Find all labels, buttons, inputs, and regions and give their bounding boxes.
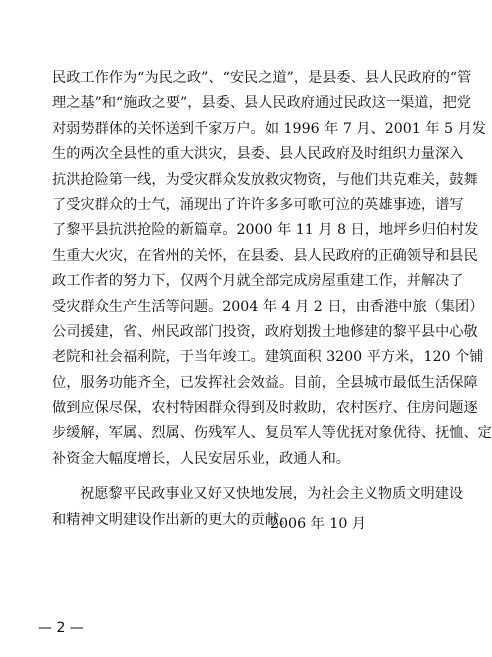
text-line: 做到应保尽保，农村特困群众得到及时救助，农村医疗、住房问题逐 (52, 400, 478, 417)
text-line: 理之基”和“施政之要”，县委、县人民政府通过民政这一渠道，把党 (52, 95, 472, 112)
text-line: 祝愿黎平民政事业又好又快地发展，为社会主义物质文明建设 (80, 486, 464, 503)
paragraph-1 (52, 66, 492, 472)
text-line: 补资金大幅度增长，人民安居乐业，政通人和。 (52, 450, 350, 467)
document-date: 2006 年 10 月 (270, 516, 367, 532)
text-line: 了黎平县抗洪抢险的新篇章。2000 年 11 月 8 日，地坪乡归伯村发 (52, 222, 479, 239)
text-line: 抗洪抢险第一线，为受灾群众发放救灾物资，与他们共克难关，鼓舞 (52, 171, 478, 188)
body-text (52, 66, 492, 533)
text-line: 对弱势群体的关怀送到千家万户。如 1996 年 7 月、2001 年 5 月发 (52, 120, 486, 137)
text-line: 民政工作作为“为民之政”、“安民之道”，是县委、县人民政府的“管 (52, 70, 472, 86)
text-line: 受灾群众生产生活等问题。2004 年 4 月 2 日，由香港中旅（集团） (52, 298, 484, 315)
text-line: 和精神文明建设作出新的更大的贡献。 (52, 511, 294, 528)
text-line: 老院和社会福利院，于当年竣工。建筑面积 3200 平方米，120 个铺 (52, 349, 484, 366)
text-line: 生重大火灾，在省州的关怀，在县委、县人民政府的正确领导和县民 (52, 247, 478, 264)
text-line: 生的两次全县性的重大洪灾，县委、县人民政府及时组织力量深入 (52, 146, 464, 163)
text-line: 政工作者的努力下，仅两个月就全部完成房屋重建工作，并解决了 (52, 273, 464, 290)
text-line: 步缓解，军属、烈属、伤残军人、复员军人等优抚对象优待、抚恤、定 (52, 425, 492, 442)
text-line: 公司援建，省、州民政部门投资，政府划拨土地修建的黎平县中心敬 (52, 323, 478, 340)
text-line: 位，服务功能齐全，已发挥社会效益。目前，全县城市最低生活保障 (52, 374, 478, 391)
page-number: — 2 — (38, 620, 84, 636)
text-line: 了受灾群众的士气，涌现出了许许多多可歌可泣的英雄事迹，谱写 (52, 196, 464, 213)
